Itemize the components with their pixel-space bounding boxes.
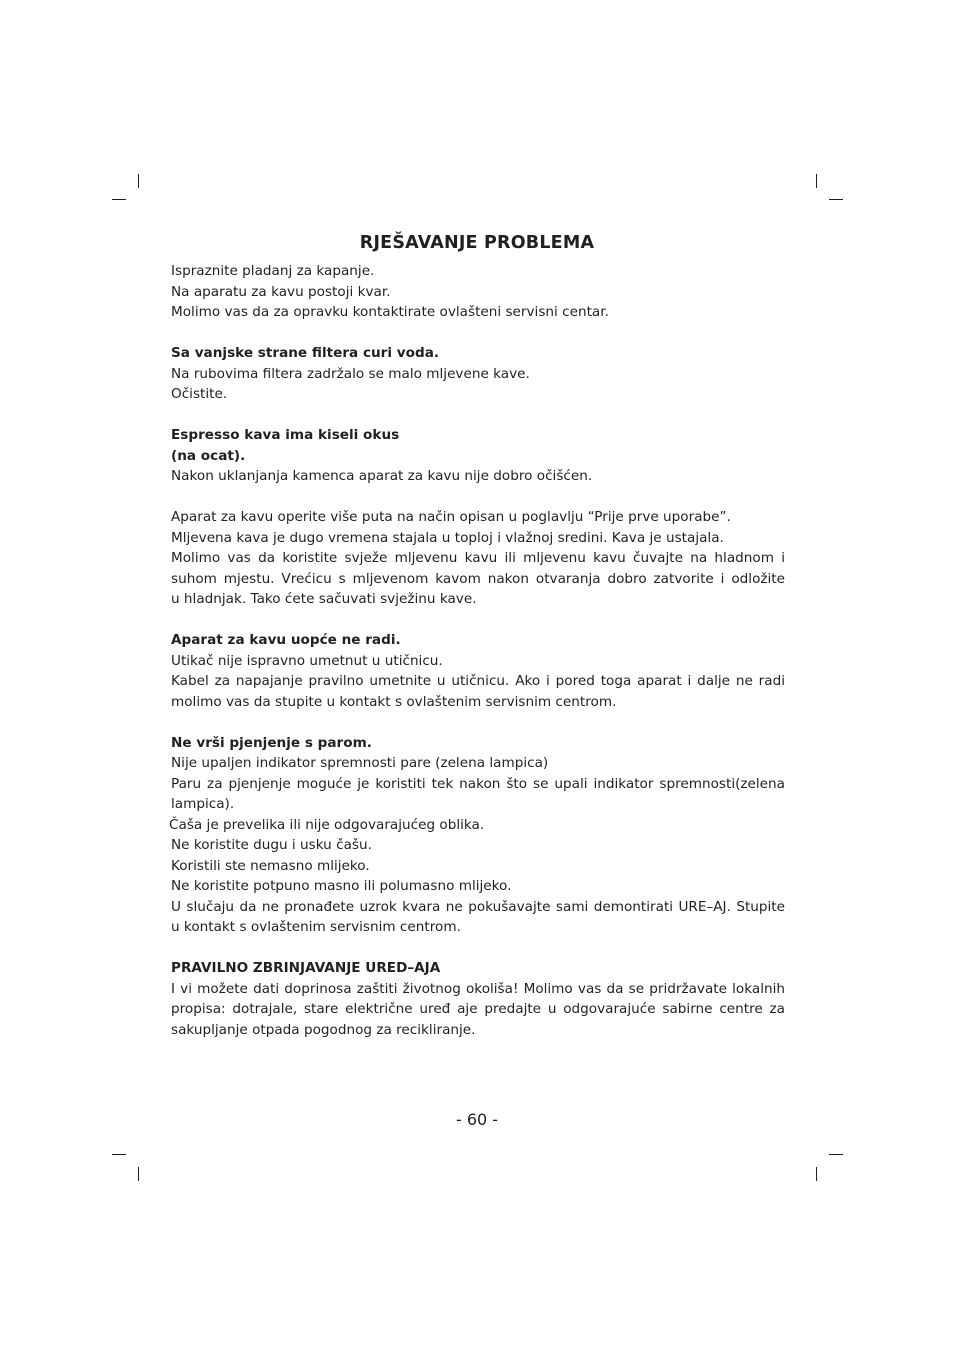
text-line: Nakon uklanjanja kamenca aparat za kavu nije dobro očišćen.	[171, 468, 593, 484]
crop-mark-bottom-left-vertical	[138, 1167, 139, 1181]
section-heading: Espresso kava ima kiseli okus	[171, 427, 400, 443]
text-line: molimo vas da stupite u kontakt s ovlaštenim servisnim centrom.	[171, 693, 617, 710]
text-line: Ispraznite pladanj za kapanje.	[171, 263, 375, 279]
crop-mark-top-right-horizontal	[829, 199, 843, 200]
crop-mark-top-left-vertical	[138, 174, 139, 188]
crop-mark-bottom-right-vertical	[816, 1167, 817, 1181]
text-line: Kabel za napajanje pravilno umetnite u utičnicu. Ako i pored toga aparat i dalje ne radi	[171, 673, 785, 689]
crop-mark-top-right-vertical	[816, 174, 817, 188]
text-line: Molimo vas da za opravku kontaktirate ovlašteni servisni centar.	[171, 304, 609, 320]
text-line: Utikač nije ispravno umetnut u utičnicu.	[171, 652, 443, 669]
text-line: sakupljanje otpada pogodnog za recikliranje.	[171, 1021, 476, 1038]
text-line: u kontakt s ovlaštenim servisnim centrom.	[171, 919, 461, 935]
text-line: Nije upaljen indikator spremnosti pare (zelena lampica)	[171, 755, 549, 771]
crop-mark-bottom-right-horizontal	[829, 1154, 843, 1155]
text-line: Ne koristite dugu i usku čašu.	[171, 837, 372, 853]
text-line: Aparat za kavu operite više puta na način opisan u poglavlju “Prije prve uporabe”.	[171, 509, 731, 525]
paragraph-gap	[171, 610, 785, 631]
text-line: Molimo vas da koristite svježe mljevenu kavu ili mljevenu kavu čuvajte na hladnom i	[171, 550, 785, 566]
text-line: Čaša je prevelika ili nije odgovarajućeg oblika.	[169, 816, 485, 833]
section-heading: (na ocat).	[171, 447, 246, 464]
text-line: Na rubovima filtera zadržalo se malo mljevene kave.	[171, 365, 530, 382]
text-line: Koristili ste nemasno mlijeko.	[171, 857, 370, 874]
page-number: - 60 -	[455, 1110, 499, 1129]
crop-mark-bottom-left-horizontal	[112, 1154, 126, 1155]
text-line: Na aparatu za kavu postoji kvar.	[171, 283, 391, 300]
text-line: Paru za pjenjenje moguće je koristiti tek nakon što se upali indikator spremnosti(zelena	[171, 775, 785, 792]
text-line: Očistite.	[171, 386, 228, 402]
section-heading: Ne vrši pjenjenje s parom.	[171, 734, 372, 751]
text-line: lampica).	[171, 796, 235, 812]
crop-mark-top-left-horizontal	[112, 199, 126, 200]
page-title: RJEŠAVANJE PROBLEMA	[359, 233, 595, 253]
section-heading: Sa vanjske strane filtera curi voda.	[171, 345, 440, 361]
paragraph-gap	[171, 712, 785, 733]
text-line: Mljevena kava je dugo vremena stajala u toploj i vlažnoj sredini. Kava je ustajala.	[171, 529, 724, 546]
text-line: suhom mjestu. Vrećicu s mljevenom kavom nakon otvaranja dobro zatvorite i odložite	[171, 570, 785, 587]
text-line: U slučaju da ne pronađete uzrok kvara ne pokušavajte sami demontirati URE–AJ. Stupite	[171, 898, 785, 915]
section-heading: PRAVILNO ZBRINJAVANJE URED–AJA	[171, 960, 441, 976]
paragraph-gap	[171, 323, 785, 344]
text-line: u hladnjak. Tako ćete sačuvati svježinu kave.	[171, 591, 477, 607]
paragraph-gap	[171, 938, 785, 959]
paragraph-gap	[171, 487, 785, 508]
section-heading: Aparat za kavu uopće ne radi.	[171, 632, 401, 648]
troubleshooting-content	[171, 261, 785, 1040]
text-line: I vi možete dati doprinosa zaštiti životnog okoliša! Molimo vas da se pridržavate lokalnih	[171, 980, 785, 997]
paragraph-gap	[171, 405, 785, 426]
text-line: Ne koristite potpuno masno ili polumasno mlijeko.	[171, 878, 512, 894]
text-line: propisa: dotrajale, stare električne uređ aje predajte u odgovarajuće sabirne centre za	[171, 1001, 785, 1017]
